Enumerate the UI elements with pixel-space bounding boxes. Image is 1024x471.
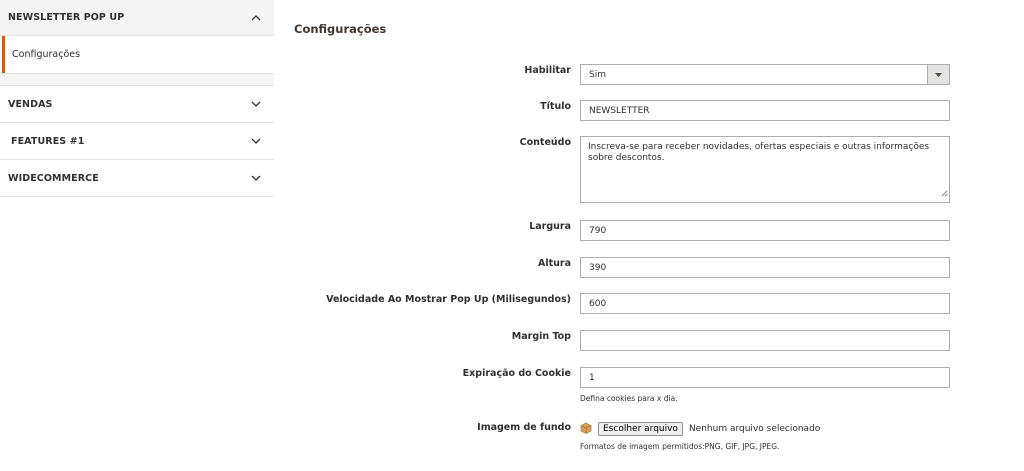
chevron-down-icon <box>250 135 262 147</box>
sidebar-item-configuracoes[interactable] <box>0 36 274 74</box>
sidebar-gap <box>0 74 274 84</box>
field-control <box>580 136 950 203</box>
sidebar-items <box>0 36 274 85</box>
field-control <box>580 421 950 451</box>
sidebar-header-vendas[interactable] <box>0 86 274 122</box>
sidebar-header-features-1[interactable] <box>0 123 274 159</box>
sidebar-section-newsletter <box>0 0 274 86</box>
field-control <box>580 100 950 121</box>
sidebar-section-features <box>0 123 274 160</box>
field-note: Formatos de imagem permitidos:PNG, GIF, JPG, JPEG. <box>580 442 780 451</box>
largura-input[interactable]: 790 <box>580 220 950 241</box>
select-value: Sim <box>589 69 606 80</box>
field-label: Largura <box>529 221 571 232</box>
field-control <box>580 367 950 403</box>
sidebar-header-label: VENDAS <box>8 98 53 110</box>
resize-handle-icon[interactable] <box>941 190 948 201</box>
titulo-input[interactable]: NEWSLETTER <box>580 100 950 121</box>
field-note: Defina cookies para x dia. <box>580 394 678 403</box>
sidebar-item-label: Configurações <box>12 49 81 60</box>
habilitar-select[interactable] <box>580 64 950 85</box>
chevron-up-icon <box>250 12 262 24</box>
field-label: Habilitar <box>524 65 571 76</box>
sidebar-section-vendas <box>0 86 274 123</box>
field-control <box>580 257 950 278</box>
chevron-down-icon <box>250 98 262 110</box>
field-control <box>580 64 950 85</box>
field-control <box>580 293 950 314</box>
sidebar-header-label: NEWSLETTER POP UP <box>8 12 125 23</box>
package-icon <box>580 422 592 437</box>
expiracao-cookie-input[interactable]: 1 <box>580 367 950 388</box>
sidebar-header-widecommerce[interactable] <box>0 160 274 196</box>
caret-down-icon[interactable] <box>927 65 949 84</box>
sidebar <box>0 0 274 197</box>
field-label: Imagem de fundo <box>477 422 571 433</box>
chevron-down-icon <box>250 172 262 184</box>
velocidade-input[interactable]: 600 <box>580 293 950 314</box>
field-label: Altura <box>537 258 571 269</box>
file-upload <box>580 421 950 437</box>
field-control <box>580 220 950 241</box>
field-control <box>580 330 950 351</box>
field-label: Conteúdo <box>519 137 571 148</box>
page-title: Configurações <box>294 22 387 36</box>
sidebar-header-newsletter-pop-up[interactable] <box>0 0 274 36</box>
field-label: Título <box>540 101 571 112</box>
choose-file-button[interactable]: Escolher arquivo <box>598 422 683 436</box>
altura-input[interactable]: 390 <box>580 257 950 278</box>
field-label: Margin Top <box>511 331 571 342</box>
textarea-value: Inscreva-se para receber novidades, ofertas especiais e outras informações sobre descontos. <box>588 142 930 163</box>
conteudo-textarea[interactable] <box>580 136 950 203</box>
file-status: Nenhum arquivo selecionado <box>688 424 821 434</box>
sidebar-section-widecommerce <box>0 160 274 197</box>
margin-top-input[interactable] <box>580 330 950 351</box>
sidebar-header-label: WIDECOMMERCE <box>8 172 99 184</box>
sidebar-header-label: FEATURES #1 <box>11 135 85 147</box>
field-label: Expiração do Cookie <box>462 368 571 379</box>
field-label: Velocidade Ao Mostrar Pop Up (Milisegundos) <box>326 294 571 305</box>
